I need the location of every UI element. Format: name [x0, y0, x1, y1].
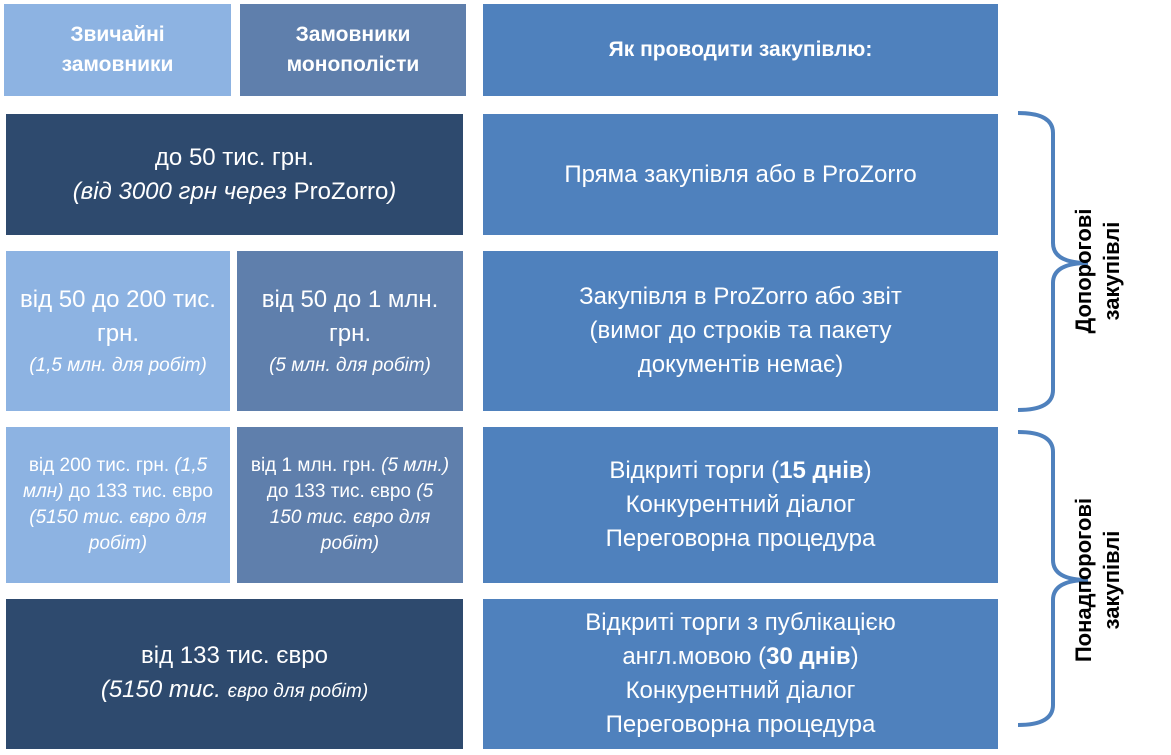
procedure-open-tenders-english	[483, 599, 998, 749]
threshold-regular-50-200k	[6, 251, 230, 411]
threshold-r4-line2: (5150 тис. євро для робіт)	[100, 676, 369, 703]
procedure-r1-text: Пряма закупівля або в ProZorro	[564, 160, 917, 188]
threshold-r1-line2: (від 3000 грн через ProZorro)	[72, 177, 397, 205]
threshold-from-133k-eur	[6, 599, 463, 749]
procedure-prozorro-or-report	[483, 251, 998, 411]
threshold-up-to-50k	[6, 114, 463, 235]
threshold-regular-200k-133k-eur	[6, 427, 230, 583]
threshold-r1-line1: до 50 тис. грн.	[154, 143, 315, 171]
threshold-r2-monopoly-main: від 50 до 1 млн. грн.	[261, 286, 439, 347]
threshold-r2-monopoly-note: (5 млн. для робіт)	[269, 355, 431, 376]
below-threshold-label: Допорогові закупівлі	[1071, 208, 1124, 334]
header-how-to-procure	[483, 4, 998, 96]
header-regular-label: Звичайні замовники	[61, 23, 174, 76]
header-how-label: Як проводити закупівлю:	[608, 38, 873, 61]
threshold-r2-regular-note: (1,5 млн. для робіт)	[29, 355, 207, 376]
header-monopoly-customers	[240, 4, 466, 96]
above-threshold-label: Понадпорогові закупівлі	[1071, 497, 1124, 663]
procedure-r2-line1: Закупівля в ProZorro або звіт	[579, 283, 902, 310]
procedure-r4-line1: Відкриті торги з публікацією	[585, 609, 896, 636]
procedure-r4-line2: англ.мовою (30 днів)	[622, 643, 859, 670]
procedure-r4-line4: Переговорна процедура	[605, 711, 876, 738]
procedure-direct-purchase	[483, 114, 998, 235]
threshold-r2-regular-main: від 50 до 200 тис. грн.	[20, 286, 216, 347]
procedure-r3-line3: Переговорна процедура	[605, 525, 876, 552]
header-monopoly-label: Замовники монополісти	[286, 23, 420, 76]
procedure-r2-line2: (вимог до строків та пакету документів немає)	[589, 317, 892, 378]
threshold-monopoly-50k-1m	[237, 251, 463, 411]
threshold-monopoly-1m-133k-eur	[237, 427, 463, 583]
threshold-r4-line1: від 133 тис. євро	[141, 642, 328, 669]
threshold-r3-monopoly-text: від 1 млн. грн. (5 млн.) до 133 тис. євро (5 150 тис. євро для робіт)	[250, 455, 450, 554]
procedure-r4-line3: Конкурентний діалог	[625, 677, 856, 704]
threshold-r3-regular-text: від 200 тис. грн. (1,5 млн) до 133 тис. євро (5150 тис. євро для робіт)	[22, 455, 214, 554]
procedure-open-tenders-15	[483, 427, 998, 583]
header-regular-customers	[4, 4, 231, 96]
procedure-r3-line1: Відкриті торги (15 днів)	[609, 457, 872, 484]
procedure-r3-line2: Конкурентний діалог	[625, 491, 856, 518]
